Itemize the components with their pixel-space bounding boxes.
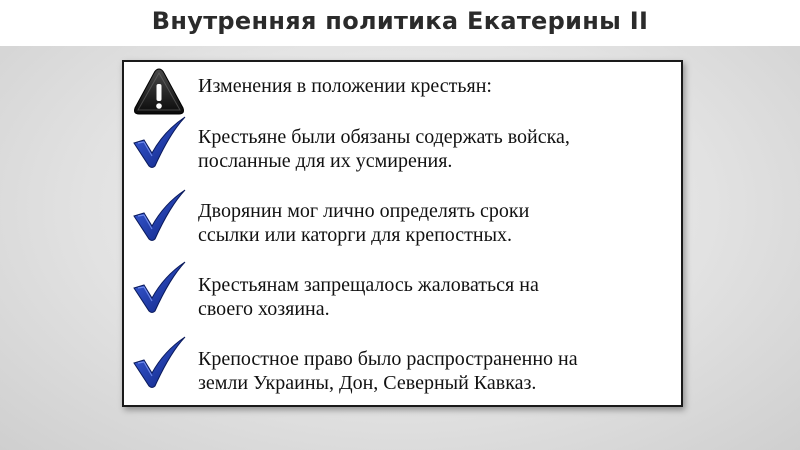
checkmark-icon <box>130 258 188 316</box>
list-item: Крестьянам запрещалось жаловаться на своего хозяина. <box>198 274 539 320</box>
panel-heading: Изменения в положении крестьян: <box>198 75 492 97</box>
title-bar <box>0 0 800 46</box>
slide-title: Внутренняя политика Екатерины II <box>151 7 649 35</box>
checkmark-icon <box>130 186 188 244</box>
list-item: Крестьяне были обязаны содержать войска, посланные для их усмирения. <box>198 126 570 172</box>
checkmark-icon <box>130 333 188 391</box>
list-item: Крепостное право было распространенно на земли Украины, Дон, Северный Кавказ. <box>198 348 578 394</box>
checkmark-icon <box>130 113 188 171</box>
list-item: Дворянин мог лично определять сроки ссылки или каторги для крепостных. <box>198 200 530 246</box>
